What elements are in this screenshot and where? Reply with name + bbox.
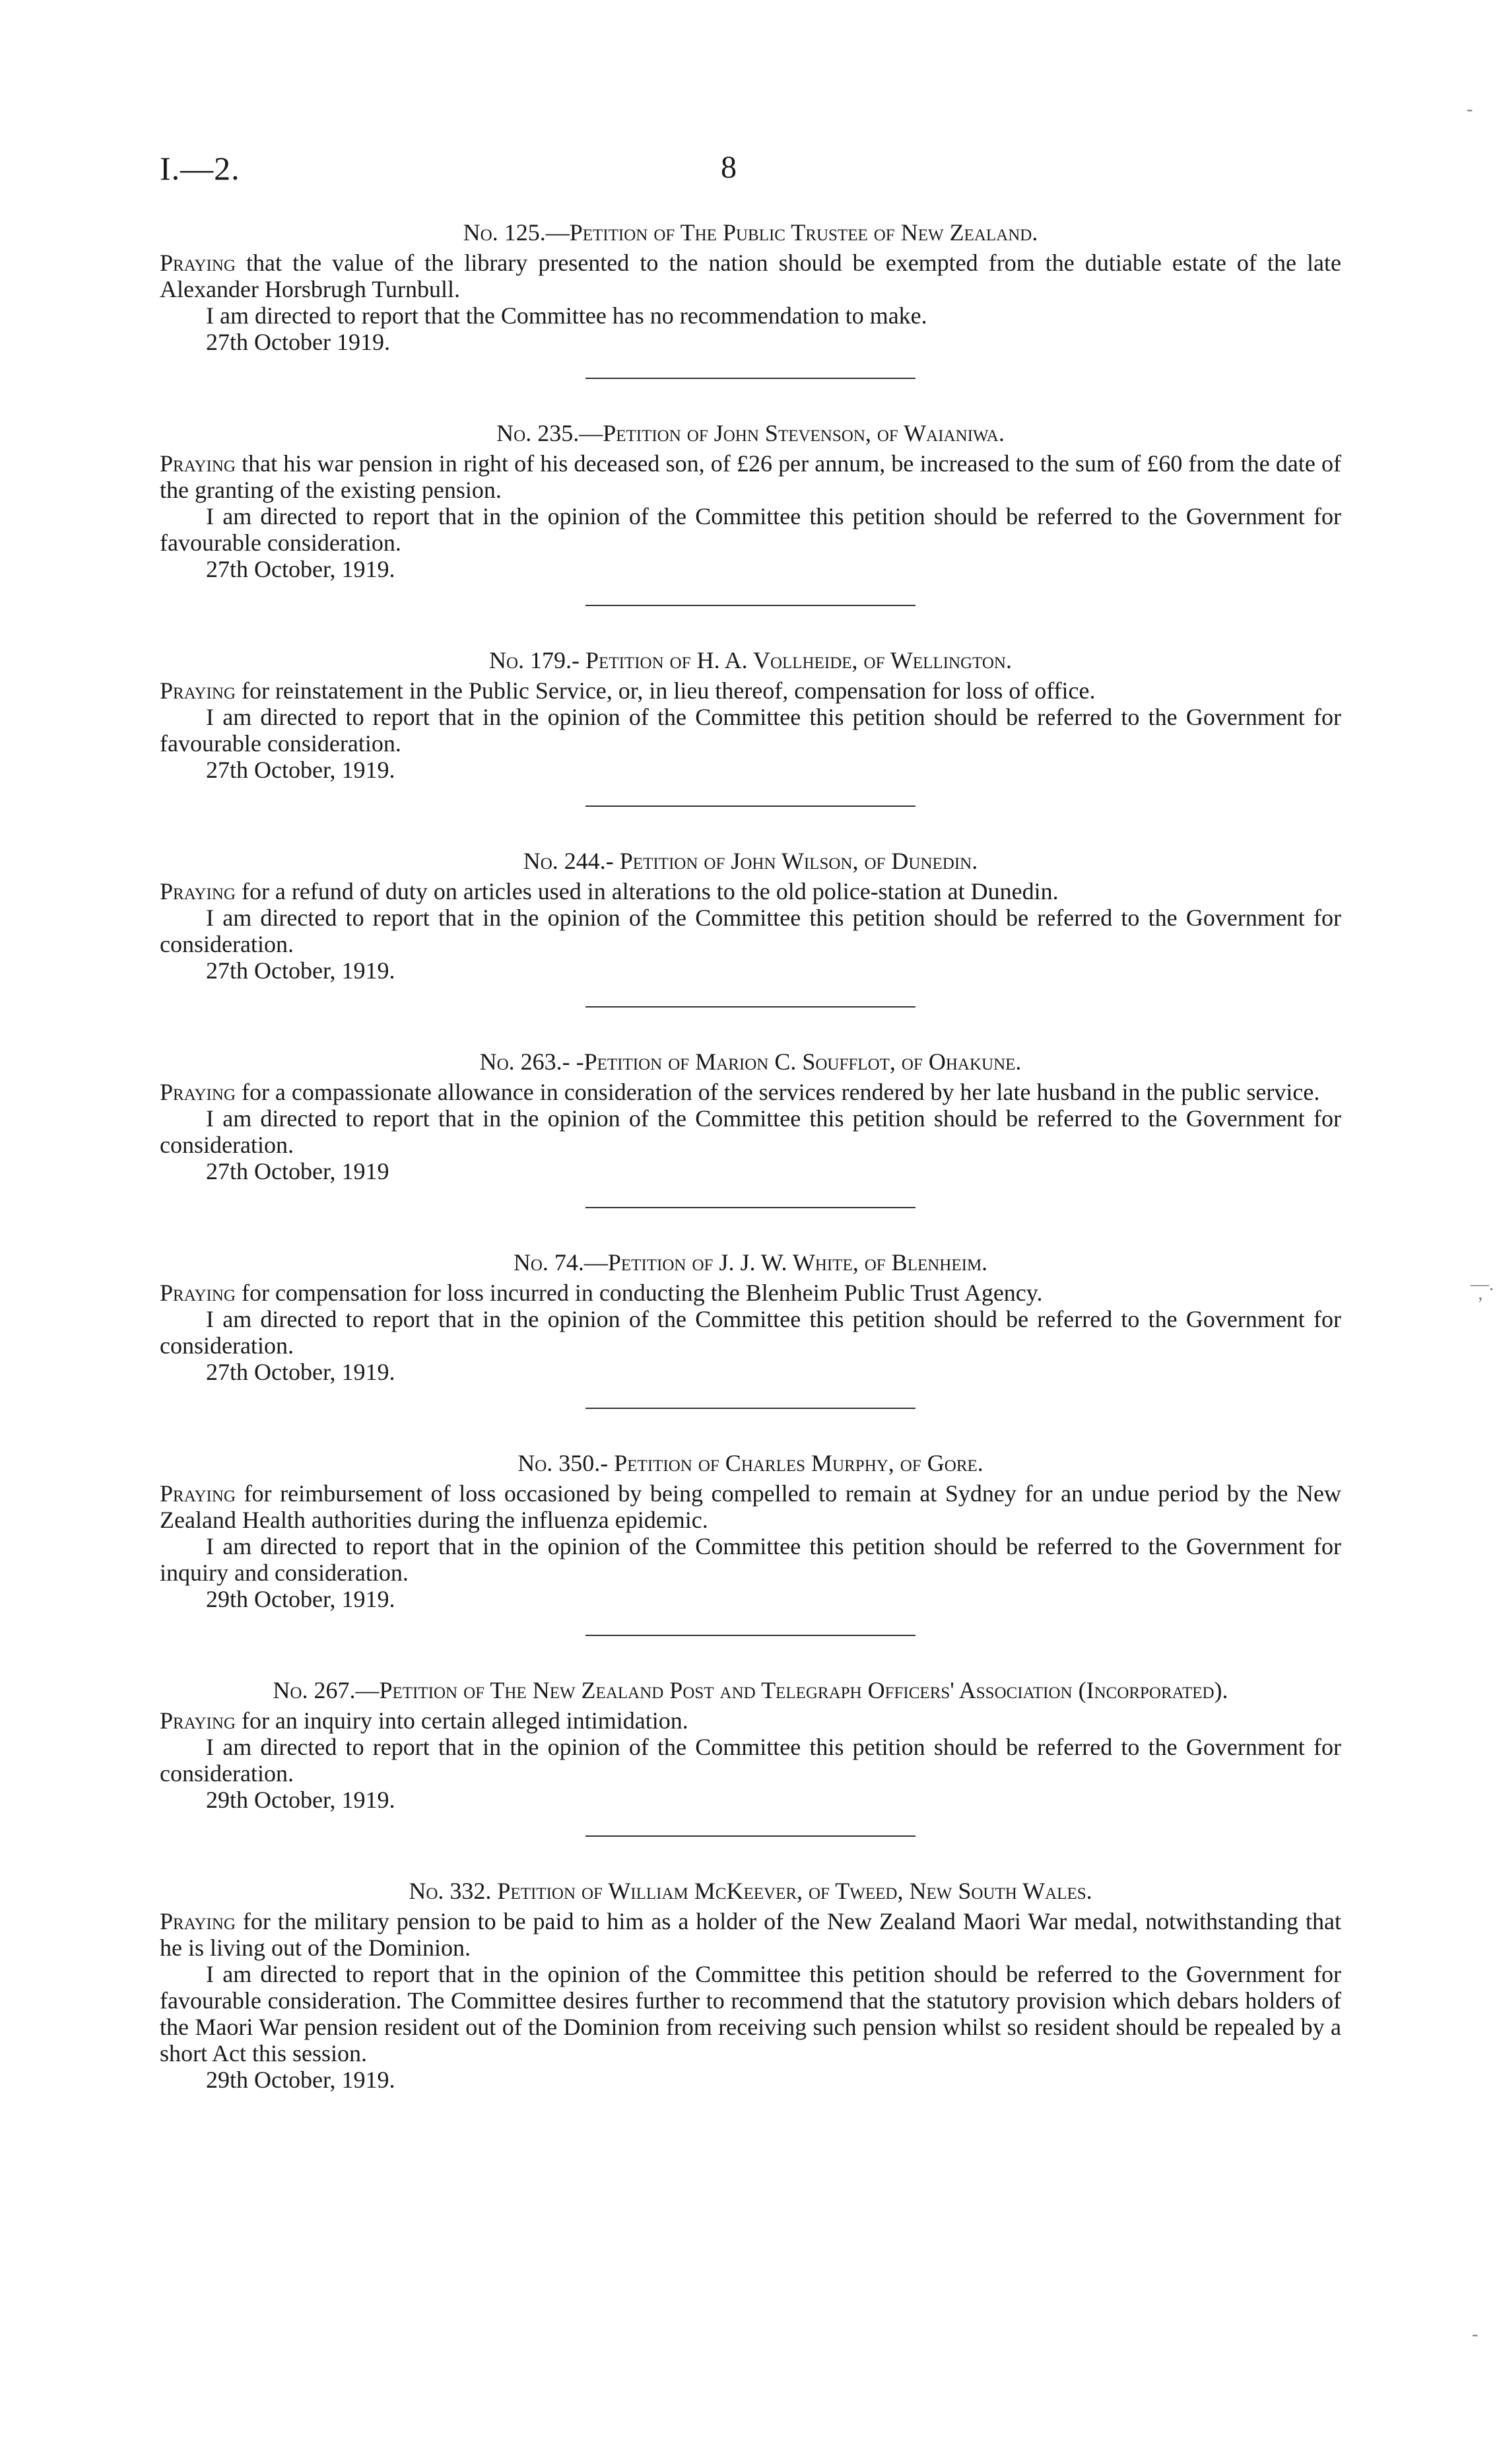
petition-heading-text: No. 267.—Petition of The New Zealand Post and Telegraph Officers' Association (Incorporated).: [273, 1677, 1228, 1703]
petition-heading: [160, 1048, 1341, 1075]
petition-prayer: [160, 677, 1341, 704]
document-reference: I.—2.: [160, 150, 240, 187]
petition-prayer: [160, 1480, 1341, 1533]
petition-heading-text: No. 179.- Petition of H. A. Vollheide, of Wellington.: [489, 647, 1012, 673]
report-date: 27th October 1919.: [206, 329, 390, 355]
petition-heading-text: No. 244.- Petition of John Wilson, of Dunedin.: [523, 848, 978, 874]
report-date: 29th October, 1919.: [206, 1586, 395, 1612]
prayer-lead: Praying: [160, 250, 236, 276]
petition-heading: [160, 1878, 1341, 1904]
prayer-text: that the value of the library presented to the nation should be exempted from the dutiable estate of the late Alexander Horsbrugh Turnbull.: [160, 250, 1341, 302]
section-divider: [585, 1408, 915, 1409]
petition-heading: [160, 219, 1341, 246]
committee-report: I am directed to report that in the opinion of the Committee this petition should be referred to the Government for consideration.: [160, 1734, 1341, 1787]
prayer-text: for reinstatement in the Public Service, or, in lieu thereof, compensation for loss of office.: [235, 677, 1096, 704]
petition-entry: [160, 848, 1341, 984]
petition-heading: [160, 1677, 1341, 1703]
committee-report: I am directed to report that in the opinion of the Committee this petition should be referred to the Government for consideration.: [160, 1105, 1341, 1158]
petition-entry: [160, 1048, 1341, 1184]
page-header: [160, 149, 1341, 202]
petition-prayer: [160, 878, 1341, 905]
report-date: 27th October, 1919.: [206, 556, 395, 582]
petition-entry: [160, 1677, 1341, 1813]
petition-prayer: [160, 1908, 1341, 1961]
petition-heading-text: No. 235.—Petition of John Stevenson, of Waianiwa.: [496, 420, 1005, 446]
margin-mark: -: [1467, 99, 1473, 120]
prayer-lead: Praying: [160, 878, 236, 905]
section-divider: [585, 1835, 915, 1837]
petition-heading: [160, 647, 1341, 673]
petition-prayer: [160, 1079, 1341, 1105]
prayer-text: for compensation for loss incurred in conducting the Blenheim Public Trust Agency.: [235, 1280, 1043, 1306]
prayer-lead: Praying: [160, 1480, 236, 1507]
petition-heading: [160, 1450, 1341, 1476]
committee-report: I am directed to report that in the opinion of the Committee this petition should be referred to the Government for inquiry and consideration.: [160, 1533, 1341, 1586]
margin-mark: —.: [1471, 1274, 1494, 1295]
section-divider: [585, 1207, 915, 1208]
petition-prayer: [160, 250, 1341, 302]
committee-report: I am directed to report that the Committee has no recommendation to make.: [206, 302, 927, 329]
petition-entry: [160, 420, 1341, 582]
petition-prayer: [160, 450, 1341, 503]
committee-report: I am directed to report that in the opinion of the Committee this petition should be referred to the Government for consideration.: [160, 1306, 1341, 1359]
report-date: 27th October, 1919.: [206, 957, 395, 984]
petition-list: [160, 219, 1341, 2093]
petition-entry: [160, 1450, 1341, 1612]
committee-report: I am directed to report that in the opinion of the Committee this petition should be referred to the Government for favourable consideration.: [160, 704, 1341, 757]
prayer-text: for the military pension to be paid to him as a holder of the New Zealand Maori War medal, notwithstanding that he is living out of the Dominion.: [160, 1908, 1341, 1961]
report-date: 27th October, 1919.: [206, 1359, 395, 1385]
committee-report: I am directed to report that in the opinion of the Committee this petition should be referred to the Government for consideration.: [160, 905, 1341, 957]
prayer-text: that his war pension in right of his deceased son, of £26 per annum, be increased to the sum of £60 from the date of the granting of the existing pension.: [160, 450, 1341, 503]
section-divider: [585, 1006, 915, 1008]
petition-heading-text: No. 350.- Petition of Charles Murphy, of Gore.: [517, 1450, 983, 1476]
prayer-lead: Praying: [160, 450, 236, 477]
report-date: 29th October, 1919.: [206, 1787, 395, 1813]
prayer-lead: Praying: [160, 1707, 236, 1734]
prayer-text: for a compassionate allowance in consideration of the services rendered by her late husband in the public service.: [235, 1079, 1320, 1105]
prayer-lead: Praying: [160, 1280, 236, 1306]
section-divider: [585, 805, 915, 807]
margin-mark: ’: [1477, 1294, 1484, 1315]
petition-heading: [160, 1249, 1341, 1276]
page-number: 8: [721, 150, 737, 185]
petition-entry: [160, 1249, 1341, 1385]
section-divider: [585, 1635, 915, 1636]
report-date: 27th October, 1919.: [206, 757, 395, 783]
report-date: 29th October, 1919.: [206, 2067, 395, 2093]
petition-entry: [160, 1878, 1341, 2093]
committee-report: I am directed to report that in the opinion of the Committee this petition should be referred to the Government for favourable consideration.: [160, 503, 1341, 556]
committee-report: I am directed to report that in the opinion of the Committee this petition should be referred to the Government for favourable consideration. The Committee desires further to recommend that the statutory provision which debars holders of the Maori War pension resident out of the Dominion from receiving such pension whilst so resident should be repealed by a short Act this session.: [160, 1961, 1341, 2067]
petition-heading: [160, 848, 1341, 874]
margin-mark: -: [1472, 2324, 1479, 2344]
prayer-lead: Praying: [160, 1908, 236, 1934]
prayer-lead: Praying: [160, 1079, 236, 1105]
prayer-lead: Praying: [160, 677, 236, 704]
prayer-text: for reimbursement of loss occasioned by being compelled to remain at Sydney for an undue period by the New Zealand Health authorities during the influenza epidemic.: [160, 1480, 1341, 1533]
section-divider: [585, 378, 915, 379]
petition-heading-text: No. 263.- -Petition of Marion C. Soufflot, of Ohakune.: [479, 1048, 1022, 1075]
petition-prayer: [160, 1280, 1341, 1306]
section-divider: [585, 605, 915, 606]
petition-heading-text: No. 332. Petition of William McKeever, of Tweed, New South Wales.: [409, 1878, 1092, 1904]
petition-prayer: [160, 1707, 1341, 1734]
petition-heading-text: No. 125.—Petition of The Public Trustee of New Zealand.: [463, 219, 1038, 246]
petition-entry: [160, 219, 1341, 355]
petition-heading: [160, 420, 1341, 446]
report-date: 27th October, 1919: [206, 1158, 389, 1184]
petition-entry: [160, 647, 1341, 783]
prayer-text: for an inquiry into certain alleged intimidation.: [235, 1707, 688, 1734]
petition-heading-text: No. 74.—Petition of J. J. W. White, of Blenheim.: [513, 1249, 988, 1276]
prayer-text: for a refund of duty on articles used in alterations to the old police-station at Dunedin.: [235, 878, 1059, 905]
